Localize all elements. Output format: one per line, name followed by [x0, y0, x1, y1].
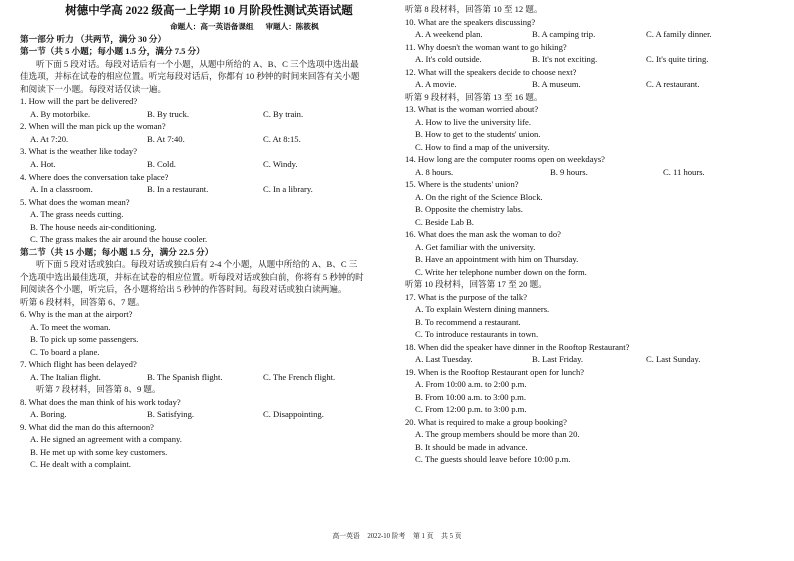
- question: 12. What will the speakers decide to choose next?: [405, 67, 577, 77]
- question: 9. What did the man do this afternoon?: [20, 422, 154, 432]
- option: B. To pick up some passengers.: [30, 334, 139, 344]
- instructions: 听下面 5 段对话或独白。每段对话或独白后有 2-4 个小题，从题中所给的 A、B、C 三: [36, 259, 358, 269]
- option: C. The guests should leave before 10:00 p.m.: [415, 454, 571, 464]
- reviewer: 审题人：陈筱枫: [265, 22, 319, 31]
- option: B. Have an appointment with him on Thursday.: [415, 254, 579, 264]
- question: 2. When will the man pick up the woman?: [20, 121, 166, 131]
- instructions: 间阅读各个小题，听完后，各小题将给出 5 秒钟的作答时间。每段对话或独白读两遍。: [20, 284, 347, 294]
- option: C. By train.: [263, 109, 304, 119]
- option: A. By motorbike.: [30, 109, 91, 119]
- option: A. To explain Western dining manners.: [415, 304, 550, 314]
- option: A. In a classroom.: [30, 184, 93, 194]
- question: 8. What does the man think of his work today?: [20, 397, 181, 407]
- instructions: 佳选项，并标在试卷的相应位置。听完每段对话后，你都有 10 秒钟的时间来回答有关小题: [20, 71, 360, 81]
- question: 13. What is the woman worried about?: [405, 104, 539, 114]
- option: A. Last Tuesday.: [415, 354, 473, 364]
- option: B. It should be made in advance.: [415, 442, 528, 452]
- option: C. Beside Lab B.: [415, 217, 474, 227]
- option: C. Windy.: [263, 159, 298, 169]
- option: A. A movie.: [415, 79, 457, 89]
- option: C. Last Sunday.: [646, 354, 701, 364]
- question: 19. When is the Rooftop Restaurant open for lunch?: [405, 367, 585, 377]
- question: 7. Which flight has been delayed?: [20, 359, 137, 369]
- material-heading: 听第 7 段材料，回答第 8、9 题。: [36, 384, 161, 394]
- footer-page: 第 1 页: [413, 533, 434, 540]
- question: 20. What is required to make a group booking?: [405, 417, 567, 427]
- option: B. In a restaurant.: [147, 184, 209, 194]
- option: B. From 10:00 a.m. to 3:00 p.m.: [415, 392, 527, 402]
- option: C. A restaurant.: [646, 79, 700, 89]
- question: 16. What does the man ask the woman to do?: [405, 229, 561, 239]
- question: 3. What is the weather like today?: [20, 146, 138, 156]
- footer-total: 共 5 页: [441, 533, 462, 540]
- material-heading: 听第 10 段材料，回答第 17 至 20 题。: [405, 279, 547, 289]
- footer-subject: 高一英语: [332, 533, 360, 540]
- option: A. The group members should be more than 20.: [415, 429, 580, 439]
- question: 18. When did the speaker have dinner in the Rooftop Restaurant?: [405, 342, 630, 352]
- option: B. By truck.: [147, 109, 190, 119]
- option: C. At 8:15.: [263, 134, 301, 144]
- option: C. Disappointing.: [263, 409, 324, 419]
- option: B. The Spanish flight.: [147, 372, 223, 382]
- option: A. The grass needs cutting.: [30, 209, 124, 219]
- question: 10. What are the speakers discussing?: [405, 17, 536, 27]
- option: A. A weekend plan.: [415, 29, 483, 39]
- question: 5. What does the woman mean?: [20, 197, 130, 207]
- question: 17. What is the purpose of the talk?: [405, 292, 528, 302]
- section-2-heading: 第二节（共 15 小题；每小题 1.5 分，满分 22.5 分）: [20, 247, 214, 257]
- material-heading: 听第 9 段材料，回答第 13 至 16 题。: [405, 92, 543, 102]
- page-footer: [0, 530, 794, 540]
- option: A. Hot.: [30, 159, 56, 169]
- option: B. How to get to the students' union.: [415, 129, 541, 139]
- option: C. The French flight.: [263, 372, 336, 382]
- option: B. Cold.: [147, 159, 176, 169]
- option: B. Satisfying.: [147, 409, 195, 419]
- option: A. He signed an agreement with a company.: [30, 434, 182, 444]
- material-heading: 听第 8 段材料，回答第 10 至 12 题。: [405, 4, 543, 14]
- option: B. Last Friday.: [532, 354, 583, 364]
- option: A. Get familiar with the university.: [415, 242, 536, 252]
- question: 6. Why is the man at the airport?: [20, 309, 133, 319]
- instructions: 个选项中选出最佳选项，并标在试卷的相应位置。听每段对话或独白前，你将有 5 秒钟的时: [20, 272, 364, 282]
- instructions: 听下面 5 段对话。每段对话后有一个小题，从题中所给的 A、B、C 三个选项中选出最: [36, 59, 359, 69]
- option: C. In a library.: [263, 184, 313, 194]
- option: A. Boring.: [30, 409, 67, 419]
- option: B. The house needs air-conditioning.: [30, 222, 157, 232]
- option: B. At 7:40.: [147, 134, 185, 144]
- question: 1. How will the part be delivered?: [20, 96, 138, 106]
- option: A. The Italian flight.: [30, 372, 101, 382]
- option: A. 8 hours.: [415, 167, 454, 177]
- option: A. How to live the university life.: [415, 117, 531, 127]
- option: B. A museum.: [532, 79, 581, 89]
- question: 15. Where is the students' union?: [405, 179, 519, 189]
- option: A. At 7:20.: [30, 134, 69, 144]
- part-heading: 第一部分 听力 （共两节，满分 30 分）: [20, 34, 167, 44]
- material-heading: 听第 6 段材料，回答第 6、7 题。: [20, 297, 145, 307]
- option: C. He dealt with a complaint.: [30, 459, 131, 469]
- option: C. Write her telephone number down on the form.: [415, 267, 587, 277]
- option: B. He met up with some key customers.: [30, 447, 168, 457]
- option: A. To meet the woman.: [30, 322, 111, 332]
- option: C. From 12:00 p.m. to 3:00 p.m.: [415, 404, 527, 414]
- exam-title: 树德中学高 2022 级高一上学期 10 月阶段性测试英语试题: [65, 5, 353, 17]
- option: C. How to find a map of the university.: [415, 142, 550, 152]
- option: B. A camping trip.: [532, 29, 596, 39]
- option: C. It's quite tiring.: [646, 54, 709, 64]
- question: 11. Why doesn't the woman want to go hiking?: [405, 42, 567, 52]
- option: C. To board a plane.: [30, 347, 100, 357]
- footer-exam: 2022-10 阶考: [367, 533, 406, 540]
- option: A. From 10:00 a.m. to 2:00 p.m.: [415, 379, 527, 389]
- option: A. It's cold outside.: [415, 54, 482, 64]
- question: 14. How long are the computer rooms open on weekdays?: [405, 154, 605, 164]
- option: B. Opposite the chemistry labs.: [415, 204, 523, 214]
- option: B. It's not exciting.: [532, 54, 598, 64]
- option: C. To introduce restaurants in town.: [415, 329, 539, 339]
- option: C. 11 hours.: [663, 167, 705, 177]
- option: A. On the right of the Science Block.: [415, 192, 543, 202]
- option: C. A family dinner.: [646, 29, 712, 39]
- option: C. The grass makes the air around the house cooler.: [30, 234, 208, 244]
- option: B. To recommend a restaurant.: [415, 317, 521, 327]
- instructions: 和阅读下一小题。每段对话仅读一遍。: [20, 84, 167, 94]
- question: 4. Where does the conversation take place?: [20, 172, 169, 182]
- author-line: [170, 21, 329, 32]
- option: B. 9 hours.: [550, 167, 588, 177]
- section-1-heading: 第一节（共 5 小题；每小题 1.5 分，满分 7.5 分）: [20, 46, 205, 56]
- author: 命题人：高一英语备课组: [170, 22, 254, 31]
